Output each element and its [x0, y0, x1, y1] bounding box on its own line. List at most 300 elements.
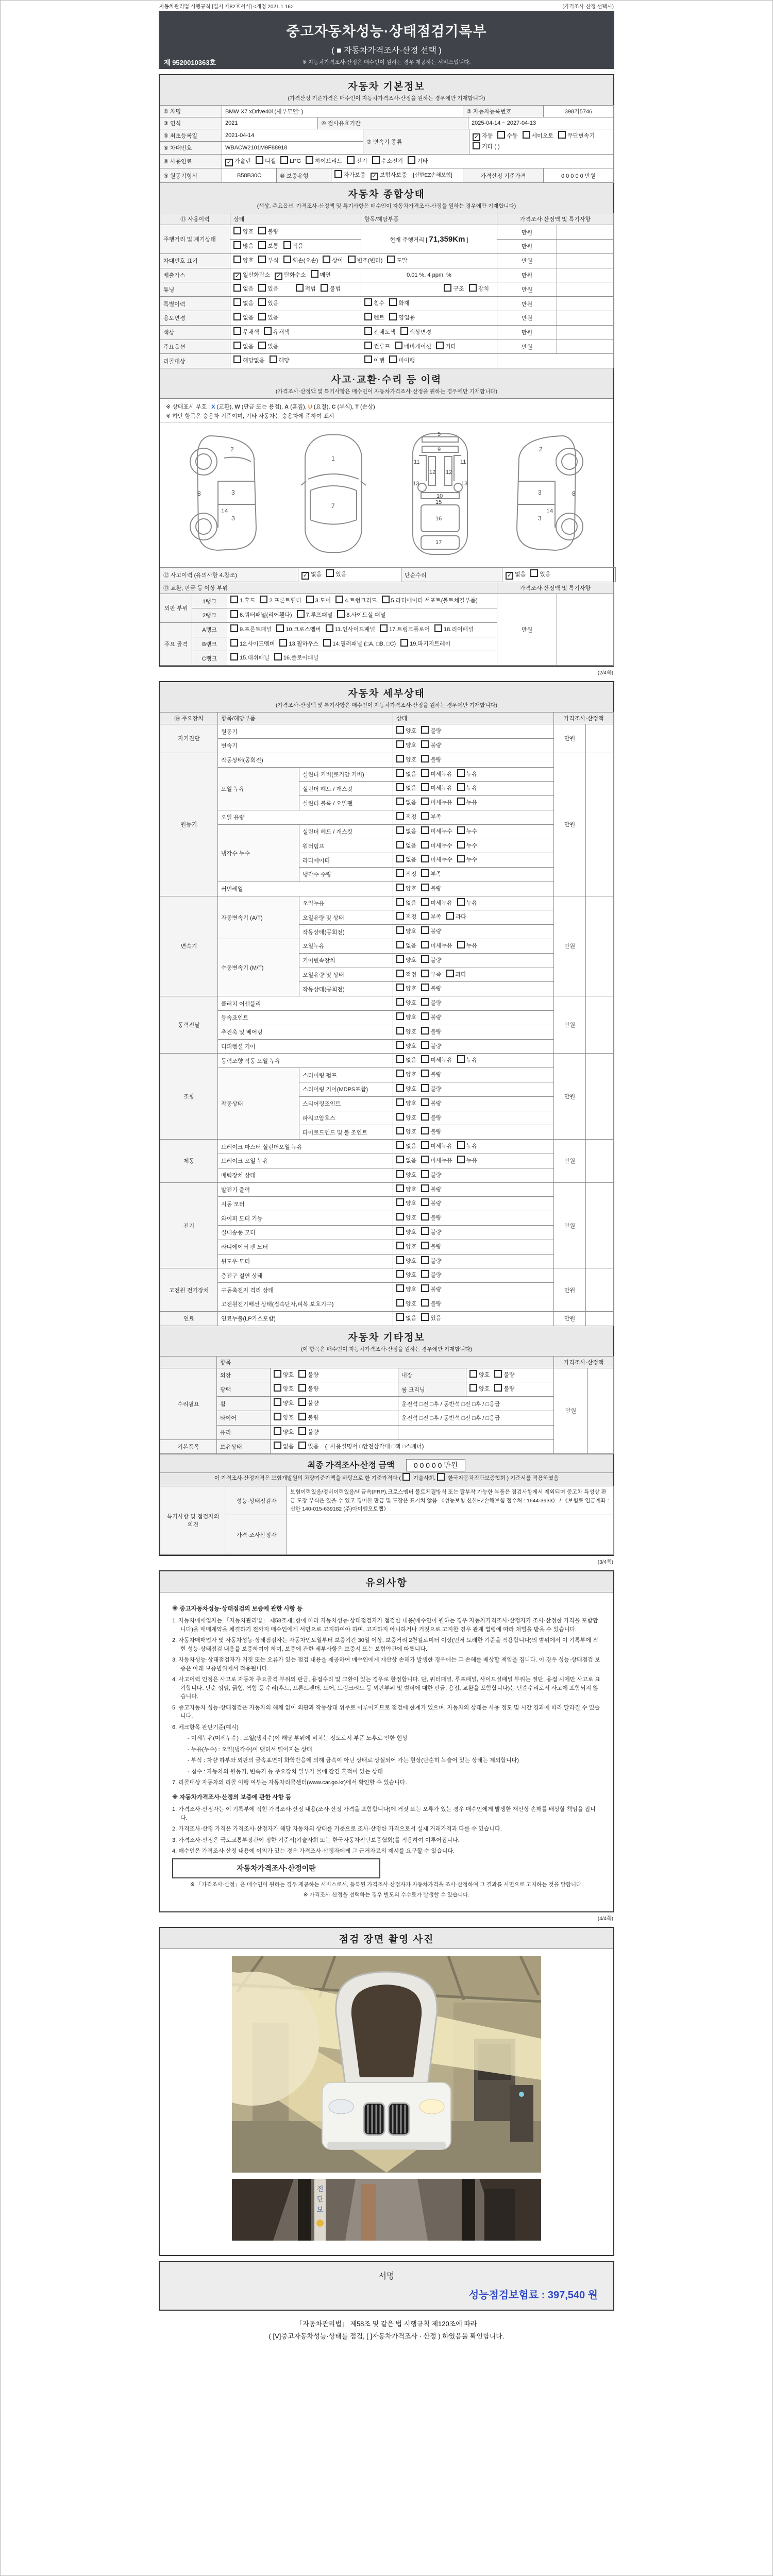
- checkbox-option[interactable]: [446, 912, 466, 923]
- checkbox-option[interactable]: [436, 342, 456, 352]
- checkbox-option[interactable]: [389, 355, 415, 366]
- checkbox-option[interactable]: [230, 624, 272, 635]
- checkbox-icon[interactable]: [396, 1313, 404, 1321]
- checked-checkbox-icon[interactable]: ✓: [371, 173, 378, 180]
- checkbox-icon[interactable]: [298, 1427, 306, 1435]
- checkbox-icon[interactable]: [396, 1141, 404, 1149]
- checkbox-option[interactable]: [457, 826, 477, 837]
- checkbox-icon[interactable]: [274, 1442, 281, 1449]
- checkbox-option[interactable]: [421, 884, 441, 894]
- checkbox-icon[interactable]: [296, 284, 304, 292]
- checkbox-option[interactable]: [283, 256, 318, 266]
- checkbox-option[interactable]: [421, 1256, 441, 1267]
- checkbox-option[interactable]: [337, 610, 385, 621]
- checkbox-option[interactable]: [457, 769, 477, 780]
- checkbox-icon[interactable]: [274, 1398, 281, 1406]
- checkbox-option[interactable]: [275, 270, 306, 281]
- checkbox-icon[interactable]: [230, 610, 238, 618]
- checkbox-icon[interactable]: [396, 912, 404, 920]
- checkbox-option[interactable]: [408, 156, 428, 167]
- checkbox-option[interactable]: [396, 740, 416, 751]
- checkbox-icon[interactable]: [280, 156, 288, 164]
- checkbox-icon[interactable]: [446, 970, 454, 977]
- checkbox-icon[interactable]: [230, 653, 238, 660]
- checkbox-icon[interactable]: [421, 841, 429, 849]
- checkbox-option[interactable]: [334, 170, 366, 181]
- checkbox-icon[interactable]: [396, 1084, 404, 1092]
- checkbox-option[interactable]: [421, 1242, 441, 1252]
- checkbox-option[interactable]: [421, 1113, 441, 1124]
- checkbox-icon[interactable]: [233, 241, 241, 249]
- checkbox-icon[interactable]: [270, 355, 277, 363]
- checkbox-option[interactable]: [421, 826, 452, 837]
- checked-checkbox-icon[interactable]: ✓: [473, 133, 480, 141]
- checkbox-icon[interactable]: [372, 156, 380, 164]
- checkbox-option[interactable]: [298, 1384, 318, 1395]
- checkbox-option[interactable]: [396, 1156, 416, 1166]
- checkbox-option[interactable]: [364, 327, 396, 338]
- checkbox-option[interactable]: [421, 1284, 441, 1295]
- checkbox-icon[interactable]: [523, 131, 530, 139]
- checkbox-option[interactable]: [396, 1227, 416, 1238]
- checkbox-icon[interactable]: [298, 1398, 306, 1406]
- checkbox-icon[interactable]: [396, 1156, 404, 1163]
- checkbox-icon[interactable]: [396, 1213, 404, 1221]
- checkbox-icon[interactable]: [421, 769, 429, 777]
- checkbox-icon[interactable]: [396, 1227, 404, 1235]
- checkbox-icon[interactable]: [396, 926, 404, 934]
- checkbox-option[interactable]: [274, 1398, 294, 1409]
- checkbox-option[interactable]: [494, 1384, 514, 1395]
- checkbox-icon[interactable]: [364, 355, 372, 363]
- checkbox-option[interactable]: [434, 624, 474, 635]
- checkbox-icon[interactable]: [421, 1141, 429, 1149]
- checkbox-option[interactable]: [230, 596, 255, 606]
- checkbox-icon[interactable]: [326, 569, 334, 577]
- checkbox-icon[interactable]: [396, 740, 404, 748]
- checkbox-option[interactable]: [233, 284, 254, 295]
- checkbox-option[interactable]: [421, 898, 452, 909]
- checkbox-option[interactable]: [298, 1427, 318, 1438]
- checkbox-option[interactable]: [230, 639, 275, 650]
- checkbox-option[interactable]: [382, 596, 478, 606]
- checkbox-option[interactable]: [421, 1184, 441, 1195]
- checkbox-icon[interactable]: [421, 1055, 429, 1063]
- checkbox-icon[interactable]: [389, 355, 397, 363]
- checkbox-icon[interactable]: [421, 1242, 429, 1249]
- checkbox-icon[interactable]: [311, 270, 318, 278]
- checkbox-icon[interactable]: [258, 227, 266, 234]
- checkbox-option[interactable]: [396, 1313, 416, 1324]
- checkbox-option[interactable]: [335, 596, 377, 606]
- checkbox-option[interactable]: [421, 1055, 452, 1066]
- checkbox-icon[interactable]: [396, 1270, 404, 1278]
- checkbox-icon[interactable]: [421, 998, 429, 1006]
- checkbox-icon[interactable]: [421, 1012, 429, 1020]
- checkbox-option[interactable]: [506, 570, 526, 580]
- checkbox-option[interactable]: [396, 1141, 416, 1152]
- checkbox-icon[interactable]: [444, 284, 451, 292]
- checkbox-option[interactable]: [396, 1299, 416, 1310]
- checkbox-icon[interactable]: [421, 783, 429, 791]
- checkbox-icon[interactable]: [421, 955, 429, 963]
- checkbox-option[interactable]: [396, 941, 416, 952]
- checkbox-option[interactable]: [400, 327, 432, 338]
- checkbox-option[interactable]: [233, 355, 265, 366]
- checkbox-option[interactable]: [326, 624, 375, 635]
- checkbox-option[interactable]: [421, 869, 441, 880]
- checkbox-option[interactable]: [396, 798, 416, 808]
- checkbox-option[interactable]: [233, 227, 254, 238]
- checkbox-icon[interactable]: [396, 898, 404, 906]
- checkbox-icon[interactable]: [421, 812, 429, 820]
- checkbox-option[interactable]: [421, 740, 441, 751]
- checkbox-option[interactable]: [258, 298, 278, 309]
- checkbox-option[interactable]: [396, 1012, 416, 1023]
- checkbox-icon[interactable]: [389, 298, 397, 306]
- checkbox-icon[interactable]: [457, 941, 465, 948]
- checkbox-option[interactable]: [256, 156, 276, 167]
- checkbox-option[interactable]: [421, 1213, 441, 1224]
- checkbox-option[interactable]: [457, 783, 477, 794]
- checkbox-option[interactable]: [396, 955, 416, 966]
- checkbox-icon[interactable]: [396, 798, 404, 805]
- checkbox-option[interactable]: [396, 841, 416, 852]
- checkbox-icon[interactable]: [421, 941, 429, 948]
- checkbox-icon[interactable]: [396, 1170, 404, 1178]
- checked-checkbox-icon[interactable]: ✓: [301, 572, 309, 580]
- checkbox-option[interactable]: [396, 926, 416, 937]
- checkbox-option[interactable]: [371, 171, 407, 181]
- checkbox-icon[interactable]: [276, 624, 284, 632]
- checkbox-icon[interactable]: [256, 156, 263, 164]
- checkbox-icon[interactable]: [298, 1413, 306, 1420]
- checkbox-option[interactable]: [233, 342, 254, 352]
- checkbox-icon[interactable]: [494, 1384, 502, 1392]
- checkbox-option[interactable]: [421, 726, 441, 737]
- checkbox-option[interactable]: [457, 941, 477, 952]
- checkbox-option[interactable]: [298, 1398, 318, 1409]
- checkbox-option[interactable]: [396, 1256, 416, 1267]
- checkbox-option[interactable]: [421, 812, 441, 823]
- checkbox-option[interactable]: [297, 610, 333, 621]
- checkbox-icon[interactable]: [421, 740, 429, 748]
- checkbox-icon[interactable]: [230, 596, 238, 603]
- checkbox-icon[interactable]: [233, 284, 241, 292]
- checkbox-icon[interactable]: [421, 1156, 429, 1163]
- checkbox-icon[interactable]: [497, 131, 505, 139]
- checkbox-icon[interactable]: [306, 596, 314, 603]
- checkbox-icon[interactable]: [421, 970, 429, 977]
- checkbox-icon[interactable]: [334, 170, 342, 178]
- checkbox-icon[interactable]: [233, 313, 241, 320]
- checkbox-icon[interactable]: [283, 256, 291, 263]
- checkbox-icon[interactable]: [233, 342, 241, 349]
- checkbox-icon[interactable]: [323, 256, 330, 263]
- checkbox-option[interactable]: [421, 970, 441, 980]
- checkbox-option[interactable]: [558, 131, 595, 142]
- checkbox-icon[interactable]: [260, 596, 267, 603]
- checkbox-option[interactable]: [230, 610, 292, 621]
- checkbox-icon[interactable]: [396, 841, 404, 849]
- checkbox-icon[interactable]: [434, 624, 442, 632]
- checkbox-option[interactable]: [301, 570, 322, 580]
- checkbox-option[interactable]: [387, 256, 407, 266]
- checkbox-option[interactable]: [233, 327, 259, 338]
- checkbox-icon[interactable]: [396, 1098, 404, 1106]
- checkbox-icon[interactable]: [233, 227, 241, 234]
- checkbox-option[interactable]: [274, 1442, 294, 1452]
- checkbox-option[interactable]: [396, 1084, 416, 1095]
- checkbox-option[interactable]: [276, 624, 321, 635]
- checkbox-icon[interactable]: [396, 826, 404, 834]
- checkbox-icon[interactable]: [421, 1299, 429, 1307]
- checkbox-icon[interactable]: [258, 256, 266, 263]
- checkbox-option[interactable]: [279, 639, 318, 650]
- signature-label[interactable]: 서명: [378, 2272, 395, 2281]
- checked-checkbox-icon[interactable]: ✓: [275, 273, 282, 280]
- checkbox-option[interactable]: [457, 1156, 477, 1166]
- checkbox-icon[interactable]: [298, 1442, 306, 1449]
- checkbox-option[interactable]: [421, 1270, 441, 1281]
- checkbox-option[interactable]: [396, 1098, 416, 1109]
- checkbox-option[interactable]: [347, 156, 367, 167]
- checkbox-icon[interactable]: [421, 984, 429, 991]
- checkbox-icon[interactable]: [421, 1041, 429, 1049]
- checkbox-icon[interactable]: [380, 624, 388, 632]
- checkbox-icon[interactable]: [396, 1055, 404, 1063]
- checkbox-option[interactable]: [396, 984, 416, 994]
- checkbox-option[interactable]: [321, 284, 341, 295]
- checkbox-option[interactable]: [497, 131, 517, 142]
- checkbox-icon[interactable]: [283, 241, 291, 249]
- checkbox-icon[interactable]: [436, 342, 444, 349]
- checkbox-option[interactable]: [421, 783, 452, 794]
- checkbox-icon[interactable]: [396, 1012, 404, 1020]
- checkbox-option[interactable]: [298, 1442, 318, 1452]
- checkbox-option[interactable]: [306, 596, 331, 606]
- checkbox-icon[interactable]: [326, 624, 333, 632]
- checkbox-option[interactable]: [258, 284, 278, 295]
- checkbox-icon[interactable]: [396, 884, 404, 891]
- checkbox-icon[interactable]: [421, 798, 429, 805]
- checkbox-option[interactable]: [396, 1184, 416, 1195]
- checkbox-icon[interactable]: [258, 313, 266, 320]
- checkbox-option[interactable]: [274, 653, 318, 664]
- checkbox-icon[interactable]: [457, 769, 465, 777]
- checkbox-option[interactable]: [230, 653, 270, 664]
- checkbox-option[interactable]: [258, 342, 278, 352]
- checkbox-option[interactable]: [323, 256, 343, 266]
- checkbox-icon[interactable]: [421, 826, 429, 834]
- checkbox-option[interactable]: [233, 313, 254, 324]
- checkbox-option[interactable]: [421, 798, 452, 808]
- checkbox-icon[interactable]: [457, 898, 465, 906]
- checkbox-option[interactable]: [264, 327, 290, 338]
- checkbox-icon[interactable]: [396, 955, 404, 963]
- checkbox-option[interactable]: [298, 1413, 318, 1423]
- checkbox-option[interactable]: [421, 1156, 452, 1166]
- checkbox-icon[interactable]: [396, 970, 404, 977]
- checkbox-icon[interactable]: [457, 841, 465, 849]
- checkbox-icon[interactable]: [396, 726, 404, 734]
- checkbox-option[interactable]: [233, 298, 254, 309]
- checkbox-option[interactable]: [473, 142, 500, 152]
- checkbox-icon[interactable]: [335, 596, 343, 603]
- checkbox-icon[interactable]: [421, 1070, 429, 1077]
- checkbox-option[interactable]: [396, 769, 416, 780]
- checkbox-option[interactable]: [298, 1370, 318, 1381]
- checkbox-option[interactable]: [530, 569, 550, 580]
- checkbox-icon[interactable]: [274, 653, 282, 660]
- checkbox-option[interactable]: [457, 1141, 477, 1152]
- checkbox-icon[interactable]: [421, 1184, 429, 1192]
- checkbox-icon[interactable]: [421, 1098, 429, 1106]
- checkbox-icon[interactable]: [258, 241, 266, 249]
- checkbox-option[interactable]: [457, 855, 477, 866]
- checkbox-icon[interactable]: [408, 156, 415, 164]
- checkbox-option[interactable]: [348, 256, 383, 266]
- checkbox-icon[interactable]: [400, 327, 408, 335]
- checkbox-icon[interactable]: [421, 1198, 429, 1206]
- checkbox-option[interactable]: [457, 841, 477, 852]
- checkbox-option[interactable]: [270, 355, 290, 366]
- checkbox-option[interactable]: [444, 284, 464, 295]
- checkbox-option[interactable]: [396, 1242, 416, 1252]
- checked-checkbox-icon[interactable]: ✓: [225, 159, 233, 166]
- checkbox-icon[interactable]: [494, 1370, 502, 1378]
- checkbox-icon[interactable]: [258, 284, 266, 292]
- checkbox-icon[interactable]: [457, 855, 465, 862]
- checkbox-icon[interactable]: [274, 1427, 281, 1435]
- checkbox-option[interactable]: [421, 1041, 441, 1052]
- checkbox-icon[interactable]: [421, 1227, 429, 1235]
- checkbox-icon[interactable]: [457, 1055, 465, 1063]
- checkbox-option[interactable]: [372, 156, 404, 167]
- checkbox-option[interactable]: [457, 1055, 477, 1066]
- checkbox-icon[interactable]: [233, 298, 241, 306]
- checkbox-icon[interactable]: [396, 1070, 404, 1077]
- checkbox-icon[interactable]: [396, 1198, 404, 1206]
- checkbox-option[interactable]: [396, 912, 416, 923]
- checkbox-icon[interactable]: [297, 610, 305, 618]
- checkbox-icon[interactable]: [457, 1156, 465, 1163]
- checkbox-icon[interactable]: [558, 131, 566, 139]
- checkbox-icon[interactable]: [530, 569, 538, 577]
- checkbox-option[interactable]: [396, 1055, 416, 1066]
- checkbox-option[interactable]: [396, 783, 416, 794]
- checkbox-option[interactable]: [396, 884, 416, 894]
- checkbox-icon[interactable]: [446, 912, 454, 920]
- checkbox-option[interactable]: [396, 970, 416, 980]
- checkbox-icon[interactable]: [421, 884, 429, 891]
- checkbox-icon[interactable]: [457, 783, 465, 791]
- checkbox-icon[interactable]: [389, 313, 397, 320]
- checkbox-icon[interactable]: [396, 1113, 404, 1121]
- checkbox-option[interactable]: [421, 941, 452, 952]
- checkbox-icon[interactable]: [274, 1413, 281, 1420]
- checkbox-option[interactable]: [421, 1313, 441, 1324]
- checkbox-icon[interactable]: [421, 855, 429, 862]
- checkbox-icon[interactable]: [396, 1027, 404, 1035]
- checkbox-icon[interactable]: [337, 610, 345, 618]
- checkbox-option[interactable]: [400, 639, 450, 650]
- checkbox-option[interactable]: [469, 1370, 490, 1381]
- checkbox-option[interactable]: [421, 1127, 441, 1138]
- checkbox-option[interactable]: [396, 855, 416, 866]
- checked-checkbox-icon[interactable]: ✓: [233, 273, 241, 280]
- checkbox-icon[interactable]: [421, 1170, 429, 1178]
- checkbox-option[interactable]: [389, 313, 415, 324]
- checkbox-option[interactable]: [396, 1070, 416, 1080]
- checkbox-option[interactable]: [396, 812, 416, 823]
- checkbox-icon[interactable]: [396, 1242, 404, 1249]
- checkbox-icon[interactable]: [233, 355, 241, 363]
- checkbox-option[interactable]: [233, 241, 254, 252]
- checkbox-icon[interactable]: [364, 327, 372, 335]
- checkbox-option[interactable]: [258, 241, 278, 252]
- checkbox-option[interactable]: [311, 270, 331, 281]
- checkbox-option[interactable]: [274, 1370, 294, 1381]
- checkbox-option[interactable]: [396, 1041, 416, 1052]
- checkbox-option[interactable]: [280, 156, 301, 167]
- checkbox-icon[interactable]: [396, 1284, 404, 1292]
- checkbox-icon[interactable]: [321, 284, 328, 292]
- checkbox-option[interactable]: [421, 926, 441, 937]
- checkbox-option[interactable]: [396, 1027, 416, 1038]
- checkbox-icon[interactable]: [298, 1384, 306, 1392]
- checkbox-icon[interactable]: [396, 941, 404, 948]
- checkbox-icon[interactable]: [382, 596, 390, 603]
- checkbox-icon[interactable]: [421, 1313, 429, 1321]
- checkbox-option[interactable]: [233, 270, 270, 281]
- checkbox-icon[interactable]: [437, 1473, 445, 1481]
- checkbox-option[interactable]: [421, 1141, 452, 1152]
- checkbox-option[interactable]: [523, 131, 554, 142]
- checkbox-option[interactable]: [323, 639, 396, 650]
- checkbox-option[interactable]: [457, 898, 477, 909]
- checkbox-icon[interactable]: [457, 798, 465, 805]
- checkbox-option[interactable]: [396, 1284, 416, 1295]
- checkbox-option[interactable]: [421, 1070, 441, 1080]
- checkbox-icon[interactable]: [306, 156, 313, 164]
- checkbox-icon[interactable]: [469, 284, 477, 292]
- checkbox-icon[interactable]: [230, 639, 238, 647]
- checkbox-icon[interactable]: [230, 624, 238, 632]
- checkbox-icon[interactable]: [233, 327, 241, 335]
- checkbox-option[interactable]: [396, 898, 416, 909]
- checkbox-icon[interactable]: [473, 142, 480, 149]
- checkbox-icon[interactable]: [421, 912, 429, 920]
- checkbox-option[interactable]: [457, 798, 477, 808]
- checkbox-option[interactable]: [421, 1098, 441, 1109]
- checkbox-option[interactable]: [396, 998, 416, 1009]
- checkbox-icon[interactable]: [396, 1184, 404, 1192]
- checkbox-option[interactable]: [446, 970, 466, 980]
- checkbox-icon[interactable]: [457, 1141, 465, 1149]
- checkbox-option[interactable]: [364, 342, 390, 352]
- checkbox-icon[interactable]: [274, 1384, 281, 1392]
- checkbox-icon[interactable]: [402, 1473, 410, 1481]
- checkbox-option[interactable]: [396, 826, 416, 837]
- checkbox-icon[interactable]: [421, 1213, 429, 1221]
- checkbox-option[interactable]: [396, 1127, 416, 1138]
- checkbox-option[interactable]: [421, 1227, 441, 1238]
- checkbox-icon[interactable]: [396, 1127, 404, 1134]
- checkbox-icon[interactable]: [421, 869, 429, 877]
- checkbox-option[interactable]: [421, 1084, 441, 1095]
- checkbox-icon[interactable]: [469, 1384, 477, 1392]
